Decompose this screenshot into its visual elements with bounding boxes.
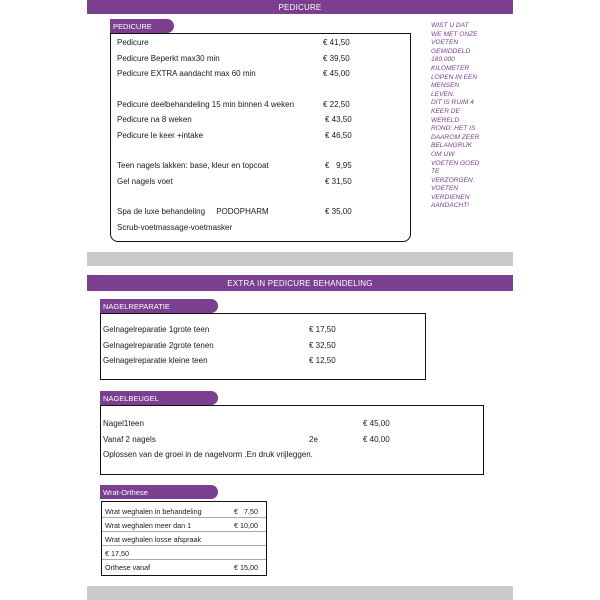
nagelbeugel-tab (100, 391, 218, 405)
side-text-line: BELANGRIJK (431, 142, 473, 150)
wrat-row (102, 547, 266, 560)
wrat-row (102, 505, 266, 518)
side-text-line: LEVEN. (431, 90, 455, 98)
nagelbeugel-row-label: Vanaf 2 nagels (103, 435, 156, 444)
wrat-row-price: € 15,00 (234, 563, 258, 572)
pedicure-row-label: Pedicure (117, 38, 149, 47)
pedicure-header-title: PEDICURE (278, 2, 322, 12)
side-text-line: WE MET ONZE (431, 30, 478, 38)
nagelbeugel-row-label: Nagel1teen (103, 419, 144, 428)
pedicure-row-price: € 31,50 (325, 177, 352, 186)
side-text-line: VOETEN GOED (431, 159, 480, 167)
side-text-line: VERDIENEN (431, 193, 470, 201)
wrat-row (102, 533, 266, 546)
wrat-row-label: € 17,50 (105, 549, 129, 558)
wrat-row-price: € 7,50 (234, 507, 258, 516)
pedicure-row-label: Pedicure deelbehandeling 15 min binnen 4 weken (117, 100, 295, 109)
pedicure-row-price: € 22,50 (323, 100, 350, 109)
wrat-row-label: Wrat weghalen losse afspraak (105, 535, 202, 544)
nagelreparatie-box (100, 313, 426, 380)
pedicure-row-label: Pedicure na 8 weken (117, 115, 192, 124)
extra-header-band (87, 275, 513, 291)
side-text-line: VOETEN (431, 39, 459, 47)
nagelbeugel-row-extra: 2e (309, 435, 318, 444)
side-text-line: ROND: HET IS (431, 125, 476, 133)
wrat-orthese-tab-label: Wrat-Orthese (103, 487, 148, 497)
wrat-row-label: Orthese vanaf (105, 563, 151, 572)
pedicure-row-label: Pedicure le keer +intake (117, 131, 204, 140)
side-text-line: TE (431, 168, 440, 176)
pedicure-row-price: € 43,50 (325, 115, 352, 124)
side-text-line: VOETEN (431, 185, 459, 193)
wrat-orthese-box (101, 501, 267, 576)
pedicure-row-label: Gel nagels voet (117, 177, 173, 186)
nagelbeugel-tab-label: NAGELBEUGEL (103, 393, 159, 403)
pedicure-row-label: Pedicure EXTRA aandacht max 60 min (117, 69, 256, 78)
pedicure-row-price: € 39,50 (323, 54, 350, 63)
pedicure-row-label: Teen nagels lakken: base, kleur en topcoat (117, 161, 269, 170)
nagelreparatie-row-label: Gelnagelreparatie kleine teen (103, 356, 208, 365)
extra-header-title: EXTRA IN PEDICURE BEHANDELING (227, 278, 373, 288)
wrat-row (102, 561, 266, 574)
nagelreparatie-tab-label: NAGELREPARATIE (103, 301, 170, 311)
grey-separator-band (87, 252, 513, 266)
wrat-row-label: Wrat weghalen meer dan 1 (105, 521, 192, 530)
pedicure-tab (110, 19, 174, 33)
side-text-line: DIT IS RUIM 4 (431, 99, 474, 107)
side-text-line: DAAROM ZEER (431, 133, 480, 141)
grey-footer-band (87, 586, 513, 600)
pedicure-tab-label: PEDICURE (113, 21, 152, 31)
wrat-row (102, 519, 266, 532)
pedicure-row-price: € 45,00 (323, 69, 350, 78)
nagelreparatie-row-price: € 12,50 (309, 356, 336, 365)
pedicure-row-label: Spa de luxe behandeling PODOPHARM (117, 207, 269, 216)
side-text-line: 180.000 (431, 56, 455, 64)
wrat-orthese-tab (100, 485, 218, 499)
side-text-line: WIST U DAT (431, 22, 469, 29)
nagelbeugel-box (100, 405, 484, 475)
side-text-line: GEMIDDELD (431, 47, 471, 55)
nagelreparatie-tab (100, 299, 218, 313)
nagelreparatie-row-label: Gelnagelreparatie 2grote tenen (103, 341, 214, 350)
pedicure-row-price: € 9,95 (325, 161, 352, 170)
side-text-line: LOPEN IN EEN (431, 73, 478, 81)
pedicure-row-price: € 46,50 (325, 131, 352, 140)
pedicure-row-label: Pedicure Beperkt max30 min (117, 54, 220, 63)
nagelreparatie-row-price: € 17,50 (309, 325, 336, 334)
pedicure-price-box (110, 33, 411, 242)
pedicure-row-label: Scrub-voetmassage-voetmasker (117, 223, 233, 232)
side-text-line: WERELD (431, 116, 460, 124)
side-text-line: KEER DE (431, 107, 460, 115)
side-text-line: AANDACHT! (431, 202, 470, 210)
nagelbeugel-row-price: € 45,00 (363, 419, 390, 428)
pedicure-row-price: € 35,00 (325, 207, 352, 216)
side-text-line: OM UW (431, 150, 455, 158)
nagelreparatie-row-price: € 32,50 (309, 341, 336, 350)
pedicure-header-band (87, 0, 513, 14)
side-text-line: VERZORGEN. (431, 176, 475, 184)
wrat-row-price: € 10,00 (234, 521, 258, 530)
pedicure-row-price: € 41,50 (323, 38, 350, 47)
nagelbeugel-note: Oplossen van de groei in de nagelvorm .En druk vrijleggen. (103, 450, 313, 459)
side-text-line: MENSEN (431, 82, 460, 90)
nagelbeugel-row-price: € 40,00 (363, 435, 390, 444)
wrat-row-label: Wrat weghalen in behandeling (105, 507, 202, 516)
side-text-line: KILOMETER (431, 64, 470, 72)
foot-fact-sidebar (431, 22, 509, 211)
nagelreparatie-row-label: Gelnagelreparatie 1grote teen (103, 325, 210, 334)
